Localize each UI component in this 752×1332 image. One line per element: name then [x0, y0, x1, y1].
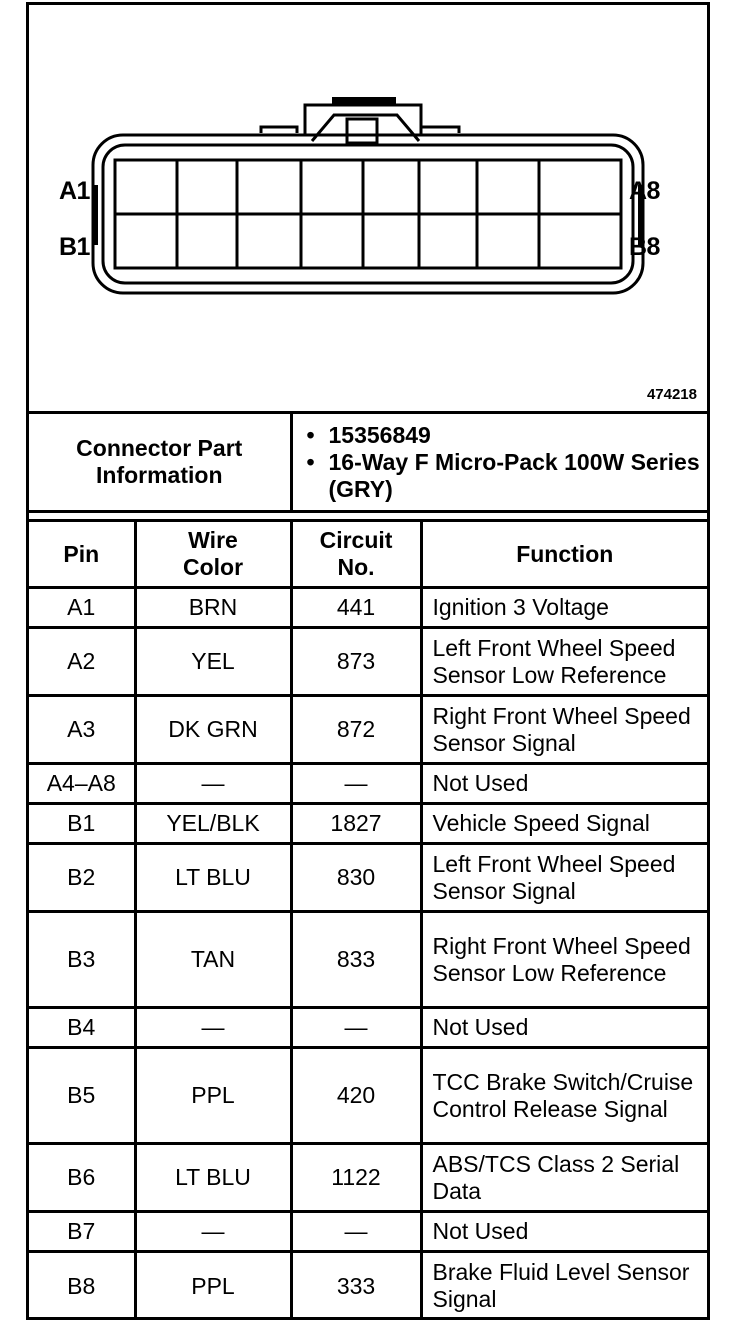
pin-label-b8: B8	[629, 233, 660, 261]
function-cell: Not Used	[421, 764, 707, 804]
circuit-cell: 1827	[291, 804, 421, 844]
pin-cell: B5	[29, 1048, 135, 1144]
pin-cell: B6	[29, 1144, 135, 1212]
circuit-cell: 420	[291, 1048, 421, 1144]
pin-label-a1: A1	[59, 177, 90, 205]
wire-color-cell: TAN	[135, 912, 291, 1008]
pin-table-row	[29, 628, 707, 696]
pin-table-row	[29, 764, 707, 804]
pin-cell: B7	[29, 1212, 135, 1252]
connector-info-label-line2: Information	[96, 462, 223, 488]
pin-cell: A4–A8	[29, 764, 135, 804]
function-cell: ABS/TCS Class 2 Serial Data	[421, 1144, 707, 1212]
connector-info-label	[29, 414, 291, 512]
pin-table-row	[29, 1048, 707, 1144]
connector-info-label-line1: Connector Part	[76, 435, 243, 461]
function-cell: Ignition 3 Voltage	[421, 588, 707, 628]
pin-cell: A3	[29, 696, 135, 764]
function-cell: Right Front Wheel Speed Sensor Low Reference	[421, 912, 707, 1008]
wire-color-cell: YEL/BLK	[135, 804, 291, 844]
wire-color-cell: PPL	[135, 1048, 291, 1144]
pin-table-row	[29, 912, 707, 1008]
circuit-cell: 1122	[291, 1144, 421, 1212]
wire-color-cell: —	[135, 764, 291, 804]
pin-table-row	[29, 696, 707, 764]
pin-table-row	[29, 804, 707, 844]
wire-color-cell: LT BLU	[135, 844, 291, 912]
connector-info-item: • 15356849	[307, 422, 708, 449]
pin-table-row	[29, 1212, 707, 1252]
connector-sheet	[26, 2, 710, 1320]
connector-diagram	[29, 5, 707, 414]
circuit-cell: —	[291, 764, 421, 804]
pin-cell: A2	[29, 628, 135, 696]
pin-cell: B3	[29, 912, 135, 1008]
latch-button	[347, 119, 377, 143]
wire-color-cell: LT BLU	[135, 1144, 291, 1212]
function-cell: Not Used	[421, 1008, 707, 1048]
circuit-cell: —	[291, 1008, 421, 1048]
pin-cell: A1	[29, 588, 135, 628]
connector-drawing	[29, 5, 707, 411]
function-cell: Left Front Wheel Speed Sensor Low Reference	[421, 628, 707, 696]
pin-table	[29, 519, 707, 1320]
circuit-cell: —	[291, 1212, 421, 1252]
pin-table-header	[29, 521, 707, 588]
pin-table-row	[29, 1144, 707, 1212]
wire-color-cell: YEL	[135, 628, 291, 696]
header-circuit: Circuit No.	[291, 521, 421, 588]
header-function: Function	[421, 521, 707, 588]
latch-left-tab	[261, 127, 297, 133]
pin-label-a8: A8	[629, 177, 660, 205]
function-cell: Brake Fluid Level Sensor Signal	[421, 1252, 707, 1320]
latch-top-bar	[332, 97, 396, 105]
pin-table-row	[29, 1252, 707, 1320]
latch-right-tab	[421, 127, 459, 133]
circuit-cell: 833	[291, 912, 421, 1008]
wire-color-cell: —	[135, 1212, 291, 1252]
circuit-cell: 872	[291, 696, 421, 764]
connector-info-table	[29, 414, 707, 513]
pin-table-row	[29, 588, 707, 628]
circuit-cell: 333	[291, 1252, 421, 1320]
wire-color-cell: PPL	[135, 1252, 291, 1320]
pin-cell: B2	[29, 844, 135, 912]
wire-color-cell: DK GRN	[135, 696, 291, 764]
pin-table-row	[29, 1008, 707, 1048]
function-cell: Left Front Wheel Speed Sensor Signal	[421, 844, 707, 912]
pin-cell: B4	[29, 1008, 135, 1048]
connector-info-list	[293, 422, 708, 503]
circuit-cell: 830	[291, 844, 421, 912]
circuit-cell: 441	[291, 588, 421, 628]
header-pin: Pin	[29, 521, 135, 588]
connector-info-item: • 16-Way F Micro-Pack 100W Series (GRY)	[307, 449, 708, 503]
circuit-cell: 873	[291, 628, 421, 696]
wire-color-cell: BRN	[135, 588, 291, 628]
pin-cell: B8	[29, 1252, 135, 1320]
function-cell: Vehicle Speed Signal	[421, 804, 707, 844]
left-key	[92, 185, 98, 245]
pin-table-row	[29, 844, 707, 912]
figure-number: 474218	[646, 386, 697, 403]
pin-label-b1: B1	[59, 233, 90, 261]
header-wire-color: Wire Color	[135, 521, 291, 588]
connector-info-values	[291, 414, 707, 512]
pin-cell: B1	[29, 804, 135, 844]
function-cell: Not Used	[421, 1212, 707, 1252]
function-cell: Right Front Wheel Speed Sensor Signal	[421, 696, 707, 764]
function-cell: TCC Brake Switch/Cruise Control Release Signal	[421, 1048, 707, 1144]
wire-color-cell: —	[135, 1008, 291, 1048]
